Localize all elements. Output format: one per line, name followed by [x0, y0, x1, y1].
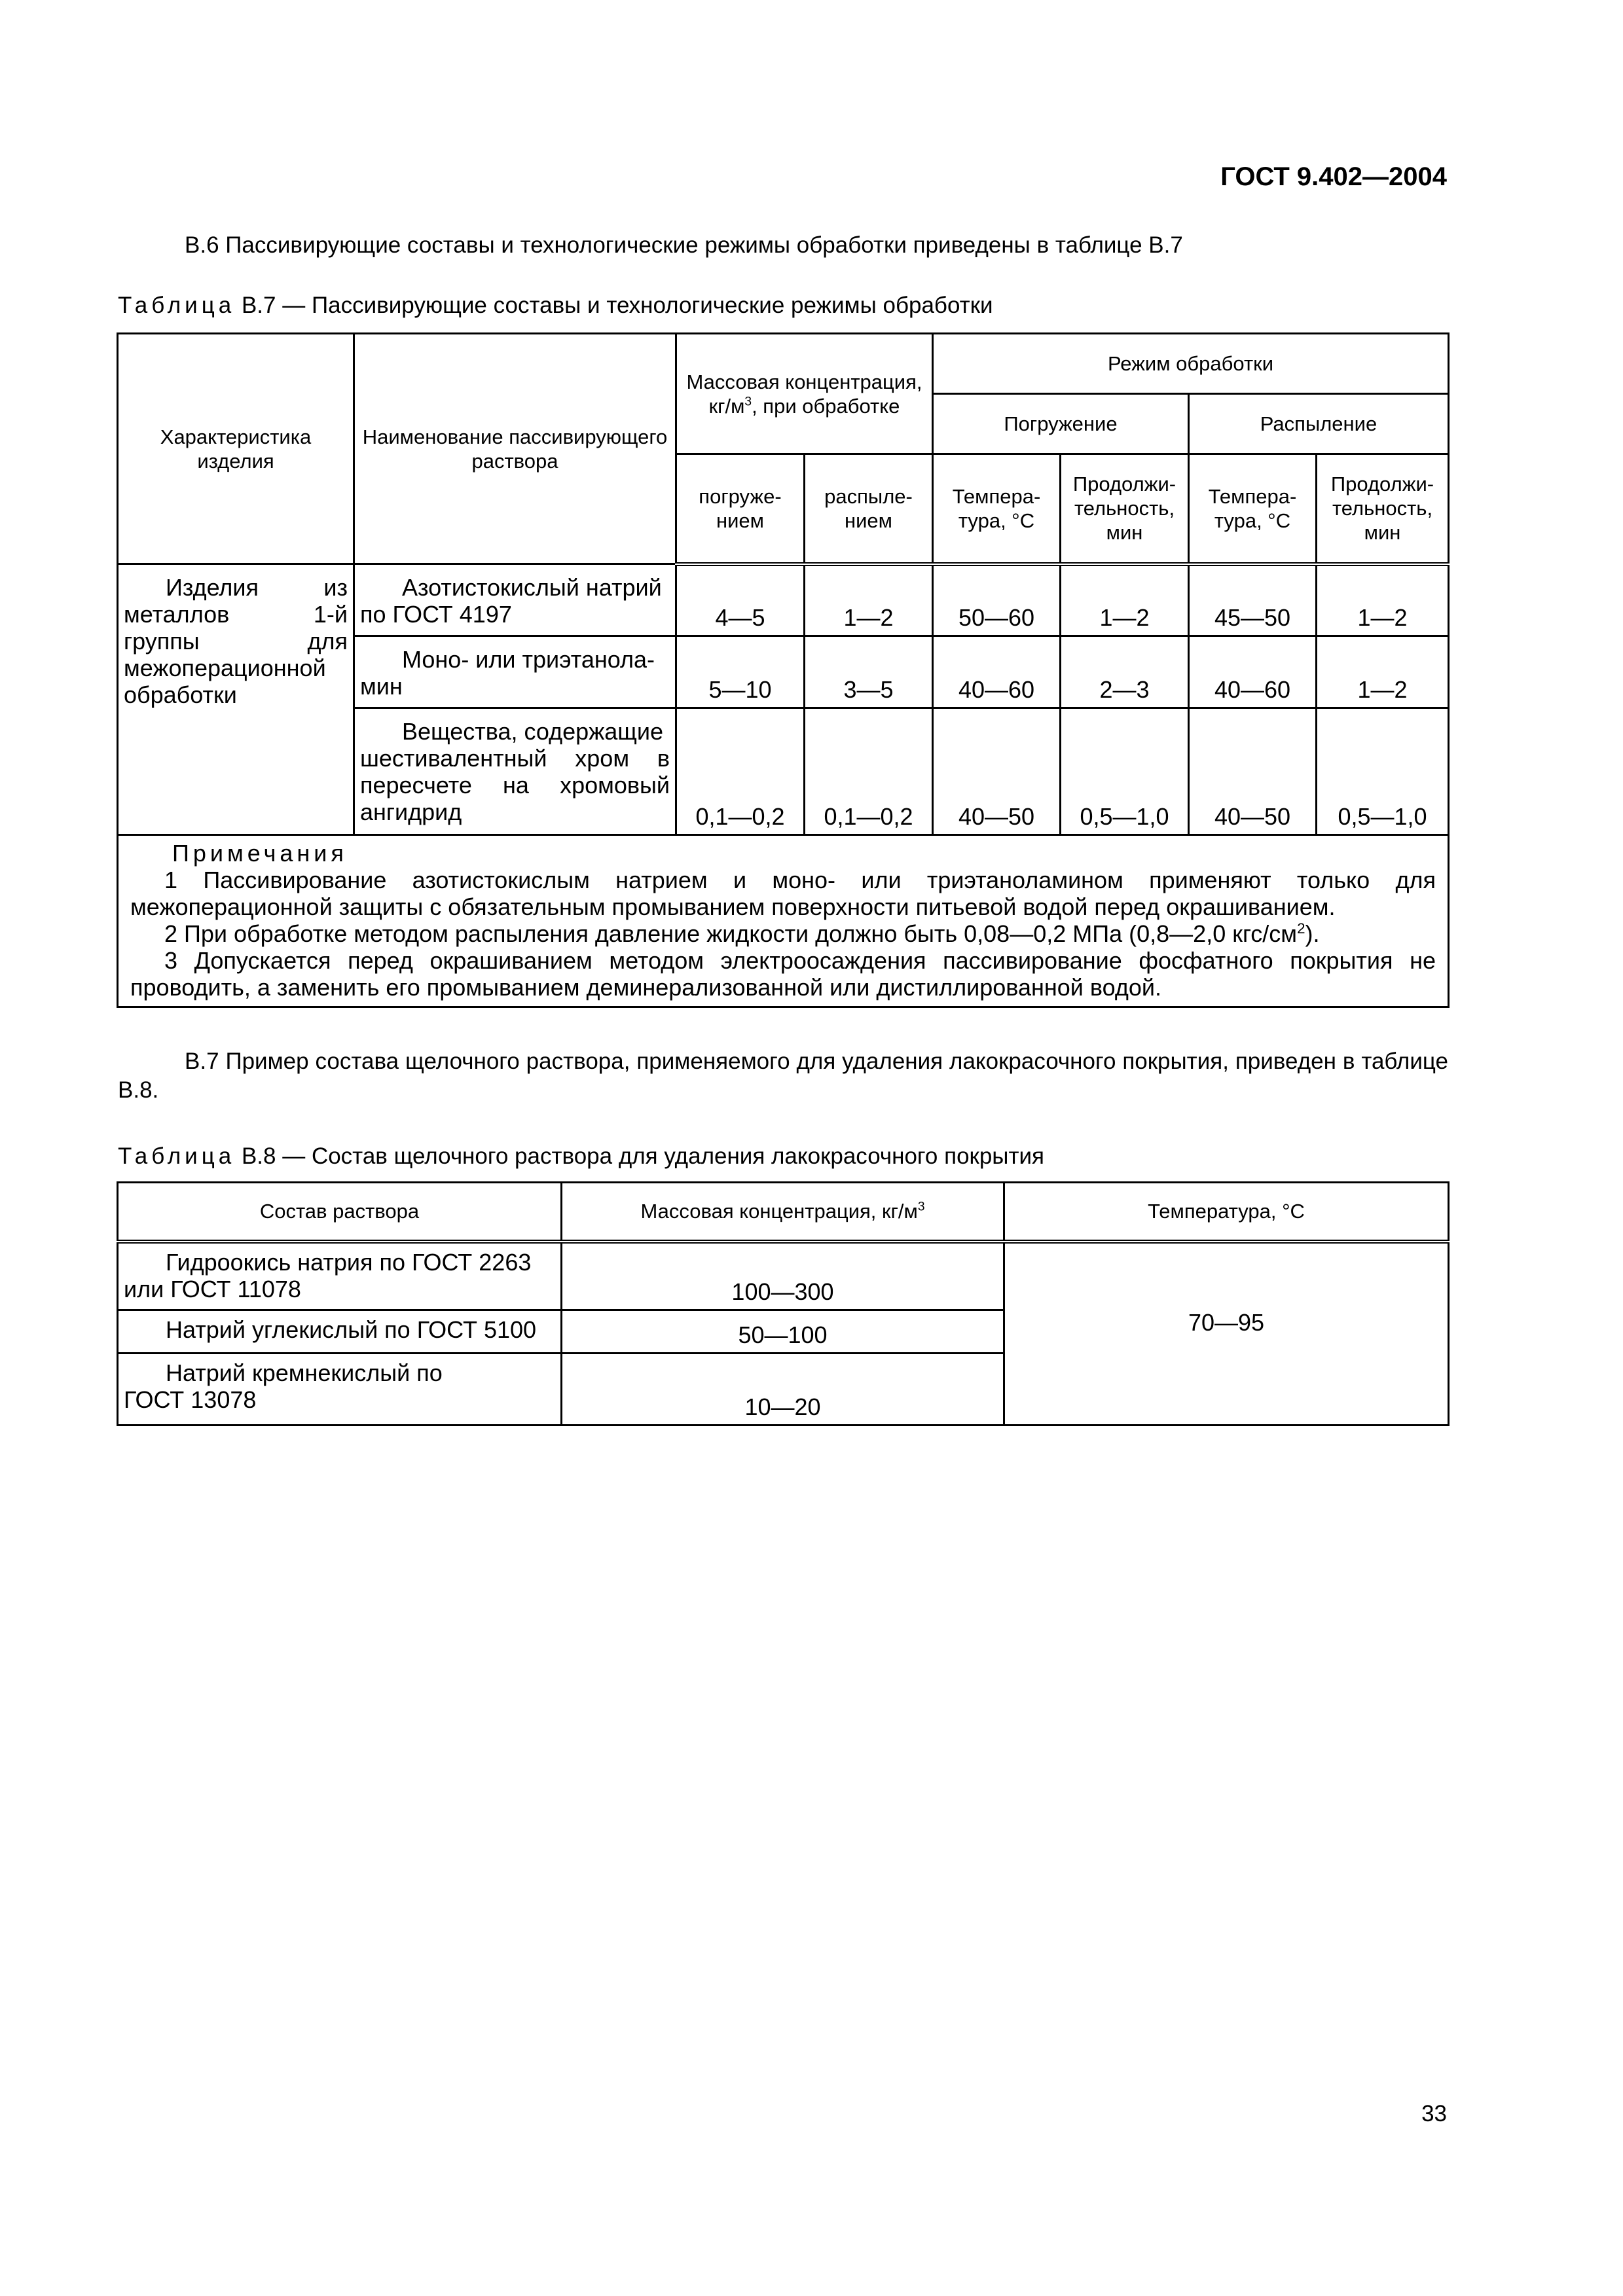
document-number: ГОСТ 9.402—2004	[1220, 162, 1447, 191]
note-3: 3 Допускается перед окрашиванием методом электроосаждения пассивирование фосфатного покрытия не проводить, а заменить его промыванием деминерализованной или дистиллированной водой.	[130, 947, 1436, 1001]
temp-spraying: 40—60	[1189, 636, 1317, 708]
header-duration-immersion: Продолжи-тельность, мин	[1061, 454, 1189, 564]
concentration-value: 10—20	[562, 1353, 1004, 1425]
conc-immersion: 4—5	[676, 564, 805, 636]
duration-immersion: 1—2	[1061, 564, 1189, 636]
header-concentration-text: Массовая концентрация, кг/м	[640, 1200, 918, 1223]
header-mode: Режим обработки	[933, 334, 1449, 394]
duration-spraying: 0,5—1,0	[1317, 708, 1449, 835]
duration-immersion: 2—3	[1061, 636, 1189, 708]
composition-rest: или ГОСТ 11078	[124, 1276, 301, 1302]
conc-immersion: 5—10	[676, 636, 805, 708]
notes-row	[118, 835, 1449, 1007]
header-concentration	[676, 334, 933, 454]
duration-spraying: 1—2	[1317, 636, 1449, 708]
header-conc-immersion: погруже-нием	[676, 454, 805, 564]
solution-name-rest: по ГОСТ 4197	[360, 601, 512, 628]
notes-heading: Примечания	[172, 840, 348, 867]
composition-cell	[118, 1310, 562, 1353]
header-concentration-text: Массовая концентрация, кг/м	[686, 370, 922, 418]
table-notes	[118, 835, 1449, 1007]
temp-spraying: 45—50	[1189, 564, 1317, 636]
conc-spraying: 3—5	[805, 636, 933, 708]
composition-cell	[118, 1353, 562, 1425]
header-duration-spraying: Продолжи-тельность, мин	[1317, 454, 1449, 564]
header-temperature-spraying: Темпера-тура, °С	[1189, 454, 1317, 564]
concentration-value: 100—300	[562, 1242, 1004, 1310]
header-concentration	[562, 1183, 1004, 1242]
duration-immersion: 0,5—1,0	[1061, 708, 1189, 835]
paragraph-b6: В.6 Пассивирующие составы и технологические режимы обработки приведены в таблице В.7	[185, 232, 1183, 258]
note-2	[130, 920, 1436, 947]
table-b7-title	[118, 293, 1447, 319]
temp-immersion: 40—60	[933, 636, 1061, 708]
table-b7	[117, 332, 1450, 1008]
header-conc-spraying: распыле-нием	[805, 454, 933, 564]
table-b8-title	[118, 1143, 1447, 1170]
paragraph-b7: В.7 Пример состава щелочного раствора, применяемого для удаления лакокрасочного покрытия, приведен в таблице В.8.	[118, 1049, 1448, 1103]
page-number: 33	[1421, 2101, 1447, 2126]
header-spraying: Распыление	[1189, 394, 1449, 454]
composition-first: Натрий кремнекислый по	[166, 1359, 443, 1386]
conc-immersion: 0,1—0,2	[676, 708, 805, 835]
header-temperature-immersion: Темпера-тура, °С	[933, 454, 1061, 564]
header-temperature: Температура, °С	[1004, 1183, 1449, 1242]
temp-spraying: 40—50	[1189, 708, 1317, 835]
composition-rest: ГОСТ 13078	[124, 1386, 257, 1413]
solution-name	[354, 636, 676, 708]
duration-spraying: 1—2	[1317, 564, 1449, 636]
header-immersion: Погружение	[933, 394, 1189, 454]
composition-first: Гидроокись натрия по ГОСТ 2263	[166, 1249, 532, 1276]
table-title-text: В.7 — Пассивирующие составы и технологические режимы обработки	[235, 293, 993, 318]
header-concentration-suffix: , при обработке	[752, 394, 900, 418]
solution-name-rest: шестивалентный хром в пересчете на хромовый ангидрид	[360, 745, 670, 825]
table-label: Таблица	[118, 293, 236, 318]
superscript: 3	[917, 1200, 925, 1214]
temp-immersion: 40—50	[933, 708, 1061, 835]
note-2-text: 2 При обработке методом распыления давление жидкости должно быть 0,08—0,2 МПа (0,8—2,0 кгс/см	[164, 920, 1298, 947]
superscript: 3	[744, 395, 752, 409]
superscript: 2	[1297, 920, 1305, 937]
table-title-text: В.8 — Состав щелочного раствора для удаления лакокрасочного покрытия	[235, 1143, 1045, 1169]
table-row	[118, 564, 1449, 636]
solution-name-rest: мин	[360, 673, 403, 700]
composition-cell	[118, 1242, 562, 1310]
solution-name-first: Вещества, содержащие	[402, 718, 664, 745]
solution-name-first: Азотистокислый натрий	[402, 574, 662, 601]
composition-first: Натрий углекислый по ГОСТ 5100	[166, 1316, 537, 1343]
solution-name	[354, 708, 676, 835]
table-b8	[117, 1181, 1450, 1426]
conc-spraying: 1—2	[805, 564, 933, 636]
concentration-value: 50—100	[562, 1310, 1004, 1353]
temperature-value: 70—95	[1004, 1242, 1449, 1425]
header-solution-name: Наименование пассивирующего раствора	[354, 334, 676, 564]
product-characteristic: Изделия из металлов 1-й группы для межоперационной обработки	[118, 564, 354, 835]
solution-name	[354, 564, 676, 636]
table-label: Таблица	[118, 1143, 236, 1169]
header-characteristic: Характеристика изделия	[118, 334, 354, 564]
solution-name-first: Моно- или триэтанола-	[402, 646, 655, 673]
table-row	[118, 1242, 1449, 1310]
note-2-suffix: ).	[1305, 920, 1320, 947]
conc-spraying: 0,1—0,2	[805, 708, 933, 835]
temp-immersion: 50—60	[933, 564, 1061, 636]
header-composition: Состав раствора	[118, 1183, 562, 1242]
note-1: 1 Пассивирование азотистокислым натрием и моно- или триэтаноламином применяют только для межоперационной защиты с обязательным промыванием поверхности питьевой водой перед окрашиванием.	[130, 867, 1436, 920]
